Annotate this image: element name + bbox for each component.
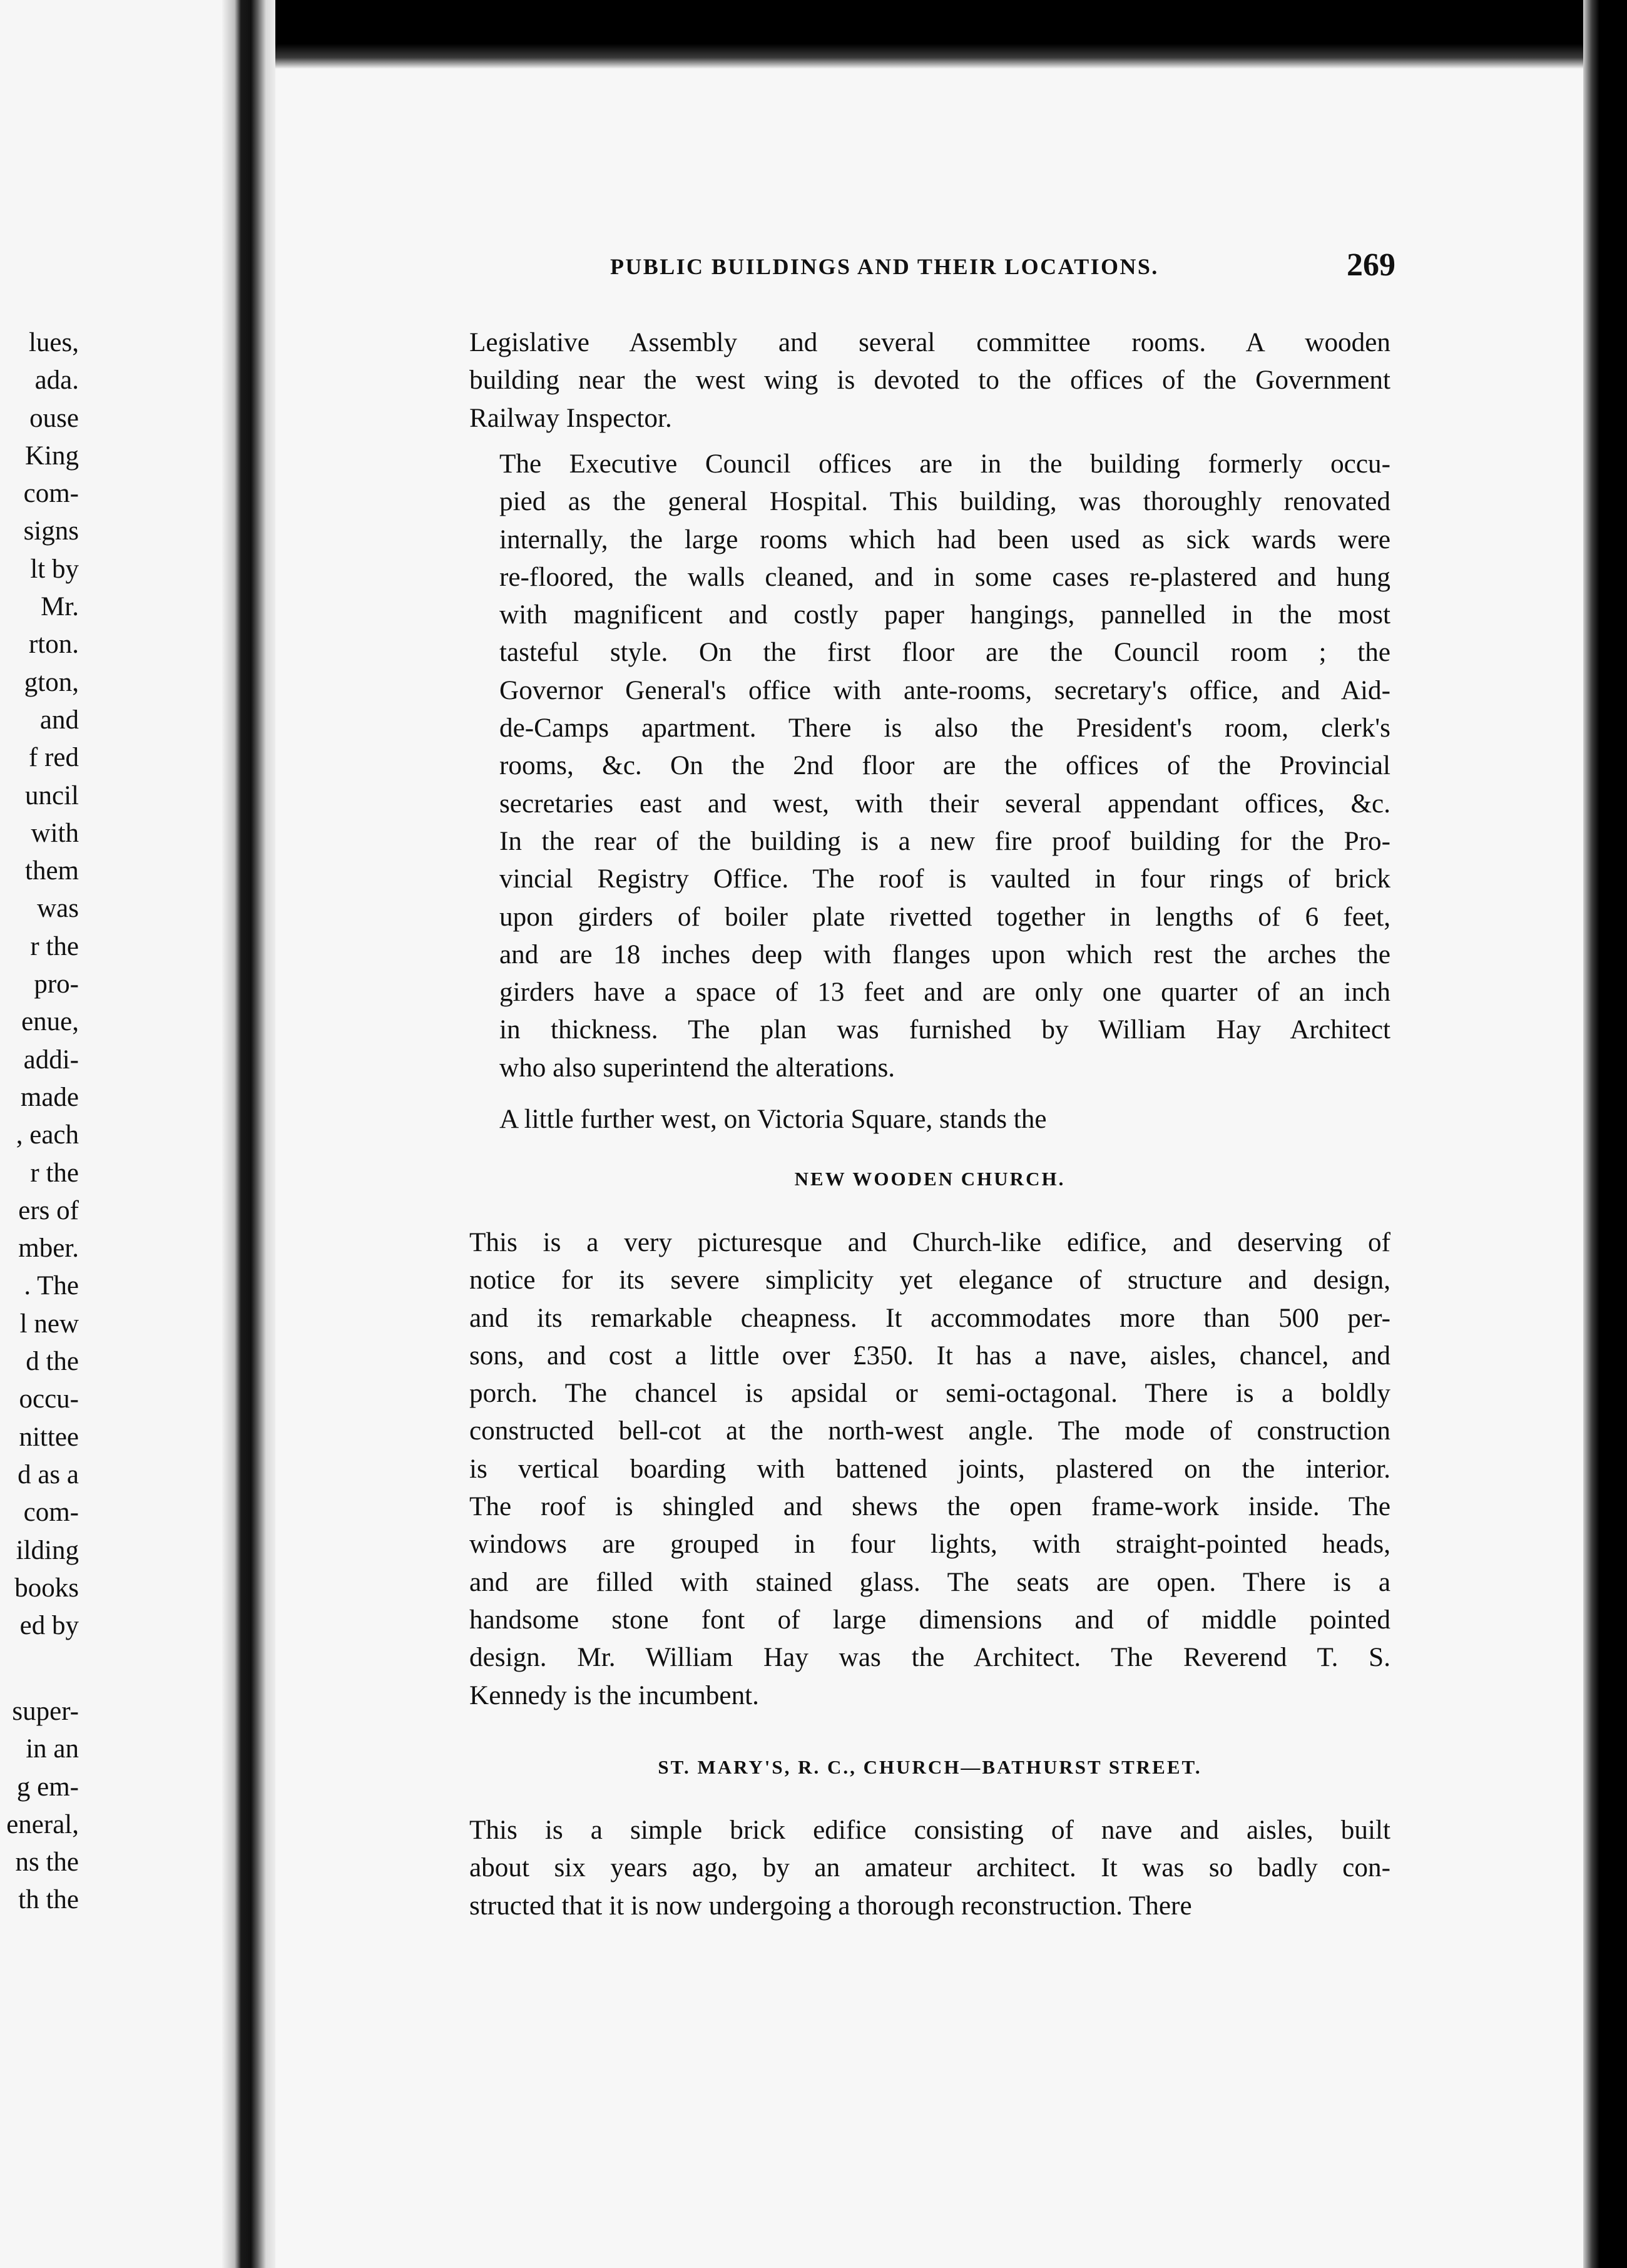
left-page-fragment: com- [23, 479, 79, 509]
left-page-fragment: ers of [18, 1195, 79, 1225]
left-page-fragment: r the [30, 931, 79, 961]
left-page-fragment: ns the [15, 1847, 79, 1877]
paragraph-wooden-church [469, 1224, 1390, 1715]
paragraph-victoria-square [469, 1101, 1390, 1138]
text-line: rooms, &c. On the 2nd floor are the offices of the Provincial [499, 751, 1390, 781]
text-line: tasteful style. On the first floor are the Council room ; the [499, 638, 1390, 668]
text-line: Legislative Assembly and several committee rooms. A wooden [469, 328, 1390, 357]
left-page-fragment: . The [24, 1271, 79, 1301]
running-head: PUBLIC BUILDINGS AND THEIR LOCATIONS. [610, 254, 1159, 279]
text-line: in thickness. The plan was furnished by William Hay Architect [499, 1015, 1390, 1045]
left-page-fragment: , each [16, 1120, 79, 1150]
text-line: re-floored, the walls cleaned, and in some cases re-plastered and hung [499, 562, 1390, 592]
text-line: building near the west wing is devoted to the offices of the Government [469, 365, 1390, 396]
paragraph-text [469, 1812, 1390, 1925]
left-page-fragment: signs [23, 516, 79, 546]
left-page-fragment: super- [12, 1697, 79, 1726]
left-page-fragment: with [31, 818, 79, 848]
text-line: constructed bell-cot at the north-west angle. The mode of construction [469, 1416, 1390, 1446]
text-line: A little further west, on Victoria Square, stands the [499, 1105, 1047, 1134]
left-page-fragment: eneral, [6, 1809, 79, 1839]
text-line: upon girders of boiler plate rivetted together in lengths of 6 feet, [499, 902, 1390, 932]
text-line: and its remarkable cheapness. It accommodates more than 500 per- [469, 1303, 1390, 1333]
left-page-fragment: ouse [29, 403, 79, 433]
text-line: The roof is shingled and shews the open frame-work inside. The [469, 1492, 1390, 1522]
text-line: and are 18 inches deep with flanges upon which rest the arches the [499, 939, 1390, 969]
left-page-fragment: d the [26, 1347, 79, 1377]
text-line: and are filled with stained glass. The seats are open. There is a [469, 1567, 1390, 1597]
text-line: This is a very picturesque and Church-like edifice, and deserving of [469, 1228, 1390, 1257]
section-heading-new-wooden-church: NEW WOODEN CHURCH. [794, 1168, 1066, 1190]
text-line: pied as the general Hospital. This building, was thoroughly renovated [499, 487, 1390, 517]
text-line: with magnificent and costly paper hangings, pannelled in the most [499, 600, 1390, 630]
text-line: girders have a space of 13 feet and are only one quarter of an inch [499, 978, 1390, 1008]
text-line: Kennedy is the incumbent. [469, 1680, 759, 1710]
page-top-shadow [275, 0, 1627, 69]
left-page-fragment: nittee [19, 1422, 79, 1452]
paragraph-text [469, 324, 1390, 437]
left-page-fragment: and [39, 705, 79, 735]
text-line: secretaries east and west, with their several appendant offices, &c. [499, 789, 1390, 819]
left-page-fragment: addi- [23, 1045, 79, 1075]
left-facing-page [0, 0, 232, 2268]
left-page-text-fragments-lower [0, 1693, 79, 1919]
left-page-fragment: f red [29, 743, 79, 773]
paragraph-st-marys [469, 1812, 1390, 1925]
page-number: 269 [1347, 247, 1395, 283]
page-right-edge [1583, 0, 1627, 2268]
text-line: de-Camps apartment. There is also the President's room, clerk's [499, 713, 1390, 743]
text-line: internally, the large rooms which had been used as sick wards were [499, 524, 1390, 554]
text-line: windows are grouped in four lights, with straight-pointed heads, [469, 1530, 1390, 1560]
book-gutter [222, 0, 278, 2268]
left-page-fragment: g em- [16, 1772, 79, 1802]
left-page-fragment: ed by [19, 1611, 79, 1641]
left-page-fragment: books [14, 1573, 79, 1603]
text-line: The Executive Council offices are in the building formerly occu- [499, 449, 1390, 479]
text-line: sons, and cost a little over £350. It has a nave, aisles, chancel, and [469, 1341, 1390, 1371]
paragraph-executive-council [469, 446, 1390, 1087]
left-page-fragment: occu- [19, 1384, 79, 1414]
left-page-fragment: r the [30, 1158, 79, 1188]
left-page-fragment: pro- [34, 969, 79, 999]
left-page-fragment: ada. [34, 365, 79, 396]
left-page-fragment: them [25, 856, 79, 886]
left-page-fragment: l new [19, 1309, 79, 1339]
left-page-fragment: uncil [25, 780, 79, 810]
text-line: handsome stone font of large dimensions and of middle pointed [469, 1605, 1390, 1635]
left-page-fragment: in an [26, 1734, 79, 1764]
text-line: notice for its severe simplicity yet elegance of structure and design, [469, 1265, 1390, 1295]
text-line: is vertical boarding with battened joints, plastered on the interior. [469, 1454, 1390, 1484]
paragraph-legislative-assembly [469, 324, 1390, 437]
left-page-text-fragments [0, 324, 79, 1645]
left-page-fragment: d as a [18, 1459, 79, 1489]
text-line: who also superintend the alterations. [499, 1053, 895, 1083]
left-page-fragment: rton. [28, 630, 79, 660]
left-page-fragment: th the [18, 1885, 79, 1915]
left-page-fragment: King [25, 441, 79, 471]
left-page-fragment: ilding [16, 1535, 79, 1565]
text-line: about six years ago, by an amateur architect. It was so badly con- [469, 1853, 1390, 1883]
left-page-fragment: lt by [30, 554, 79, 584]
paragraph-text [469, 446, 1390, 1087]
left-page-fragment: Mr. [41, 592, 79, 622]
text-line: structed that it is now undergoing a thorough reconstruction. There [469, 1891, 1192, 1921]
text-line: porch. The chancel is apsidal or semi-octagonal. There is a boldly [469, 1379, 1390, 1409]
left-page-fragment: was [37, 894, 79, 924]
left-page-fragment: gton, [24, 667, 79, 697]
left-page-fragment: enue, [21, 1007, 79, 1037]
left-page-fragment: lues, [28, 328, 79, 357]
left-page-fragment: mber. [18, 1234, 79, 1264]
text-line: Governor General's office with ante-rooms, secretary's office, and Aid- [499, 675, 1390, 705]
text-line: Railway Inspector. [469, 403, 672, 433]
paragraph-text [469, 1101, 1390, 1138]
text-line: This is a simple brick edifice consisting of nave and aisles, built [469, 1816, 1390, 1845]
section-heading-st-marys-church: ST. MARY'S, R. C., CHURCH—BATHURST STREET. [658, 1756, 1202, 1778]
text-line: In the rear of the building is a new fire proof building for the Pro- [499, 826, 1390, 856]
text-line: design. Mr. William Hay was the Architect. The Reverend T. S. [469, 1643, 1390, 1673]
left-page-fragment: com- [23, 1498, 79, 1528]
left-page-fragment: made [20, 1082, 79, 1112]
text-line: vincial Registry Office. The roof is vaulted in four rings of brick [499, 864, 1390, 894]
paragraph-text [469, 1224, 1390, 1715]
